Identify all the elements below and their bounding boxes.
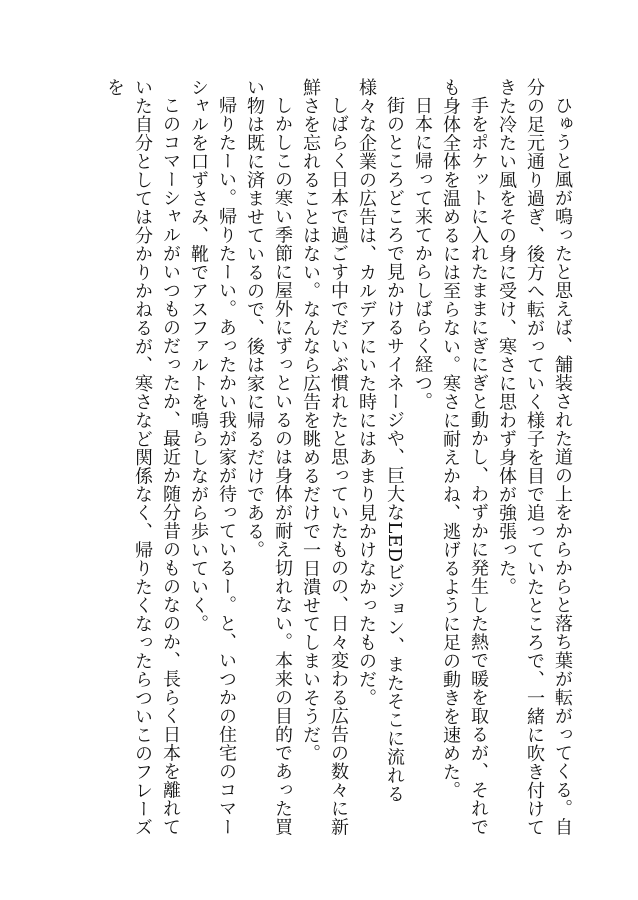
paragraph-4: 街のところどころで見かけるサイネージや、巨大なLEDビジョン、またそこに流れる様々な企業の広告は、カルデアにいた時にはあまり見かけなかったものだ。 — [356, 78, 405, 804]
paragraph-3: 日本に帰って来てからしばらく経つ。 — [412, 96, 433, 411]
paragraph-7: 帰りたーい。帰りたーい。あったかい我が家が待っているー。と、いつかの住宅のコマーシャルを口ずさみ、靴でアスファルトを鳴らしながら歩いていく。 — [188, 78, 237, 836]
paragraph-6: しかしこの寒い季節に屋外にずっといるのは身体が耐え切れない。本来の目的であった買い物は既に済ませているので、後は家に帰るだけである。 — [244, 78, 293, 836]
paragraph-2: 手をポケットに入れたままにぎにぎと動かし、わずかに発生した熱で暖を取るが、それでも身体全体を温めるには至らない。寒さに耐えかね、逃げるように足の動きを速めた。 — [440, 78, 489, 836]
paragraph-8: このコマーシャルがいつものだったか、最近か随分昔のものなのか、長らく日本を離れていた自分としては分かりかねるが、寒さなど関係なく、帰りたくなったらついこのフレーズを — [104, 78, 181, 837]
paragraph-1: ひゅうと風が鳴ったと思えば、舗装された道の上をからからと落ち葉が転がってくる。自分の足元通り過ぎ、後方へ転がっていく様子を目で追っていたところで、一緒に吹き付けてきた冷たい風をその身に受け、寒さに思わず身体が強張った。 — [496, 78, 573, 837]
paragraph-5: しばらく日本で過ごす中でだいぶ慣れたと思っていたものの、日々変わる広告の数々に新鮮さを忘れることはない。なんなら広告を眺めるだけで一日潰せてしまいそうだ。 — [300, 78, 349, 836]
vertical-text-body — [56, 78, 576, 838]
